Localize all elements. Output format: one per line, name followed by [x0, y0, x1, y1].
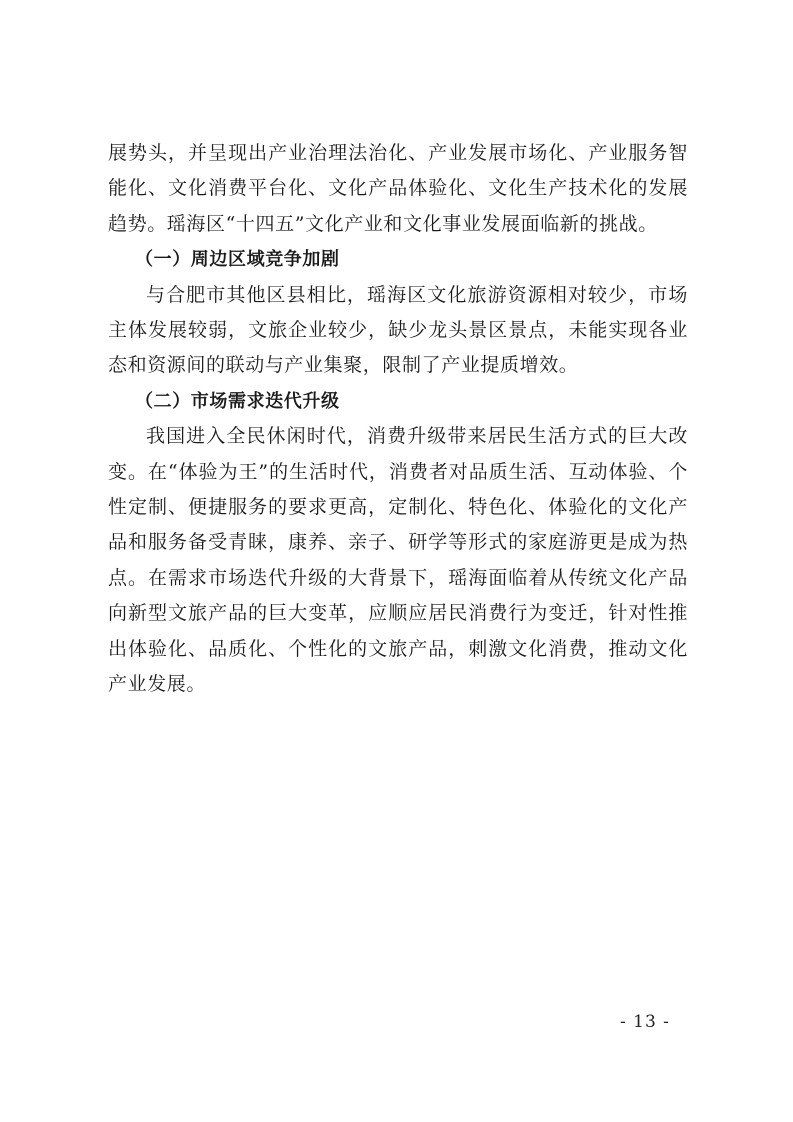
section-heading-1: （一）周边区域竞争加剧: [135, 249, 340, 271]
paragraph-continuation: 展势头，并呈现出产业治理法治化、产业发展市场化、产业服务智能化、文化消费平台化、文化产品体验化、文化生产技术化的发展趋势。瑶海区“十四五”文化产业和文化事业发展面临新的挑战。: [108, 142, 688, 235]
paragraph-regional-competition: 与合肥市其他区县相比，瑶海区文化旅游资源相对较少，市场主体发展较弱，文旅企业较少，缺少龙头景区景点，未能实现各业态和资源间的联动与产业集聚，限制了产业提质增效。: [108, 283, 688, 377]
document-body: [108, 136, 688, 703]
section-heading-2: （二）市场需求迭代升级: [135, 390, 340, 412]
page-number: - 13 -: [620, 1012, 670, 1032]
paragraph-market-demand: 我国进入全民休闲时代，消费升级带来居民生活方式的巨大改变。在“体验为王”的生活时代，消费者对品质生活、互动体验、个性定制、便捷服务的要求更高，定制化、特色化、体验化的文化产品和服务备受青睐，康养、亲子、研学等形式的家庭游更是成为热点。在需求市场迭代升级的大背景下，瑶海面临着从传统文化产品向新型文旅产品的巨大变革，应顺应居民消费行为变迁，针对性推出体验化、品质化、个性化的文旅产品，刺激文化消费，推动文化产业发展。: [108, 425, 688, 696]
